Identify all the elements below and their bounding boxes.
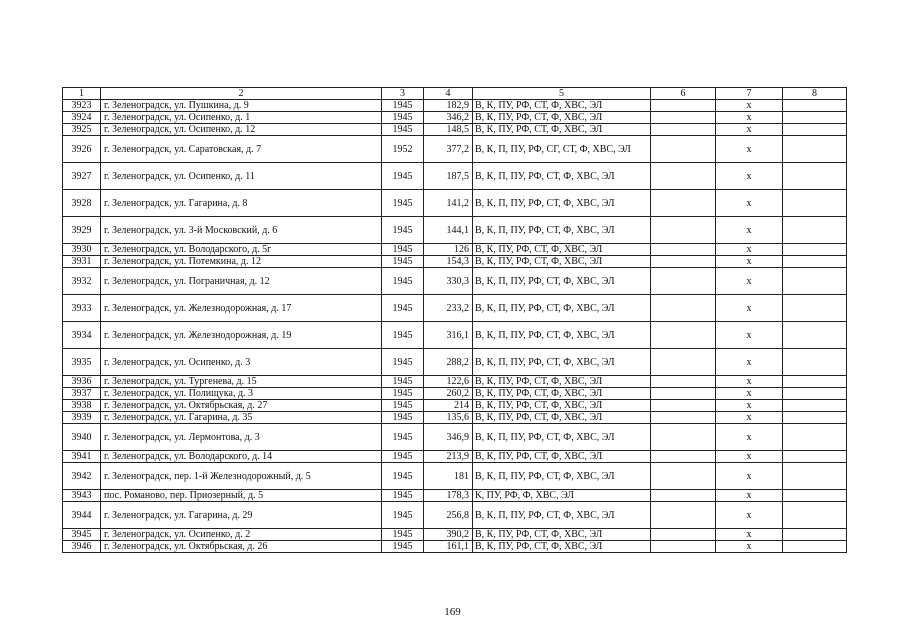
row-works: В, К, ПУ, РФ, СТ, Ф, ХВС, ЭЛ xyxy=(473,112,651,124)
row-col-6 xyxy=(651,163,716,190)
row-col-6 xyxy=(651,502,716,529)
row-col-8 xyxy=(783,136,847,163)
row-col-6 xyxy=(651,100,716,112)
row-col-6 xyxy=(651,244,716,256)
row-number: 3934 xyxy=(63,322,101,349)
row-col-7: x xyxy=(716,217,783,244)
row-col-7: x xyxy=(716,163,783,190)
row-address: г. Зеленоградск, ул. Железнодорожная, д. 17 xyxy=(101,295,382,322)
row-address: пос. Романово, пер. Приозерный, д. 5 xyxy=(101,490,382,502)
header-col-6: 6 xyxy=(651,88,716,100)
table-row xyxy=(63,502,847,529)
row-col-8 xyxy=(783,112,847,124)
row-year: 1945 xyxy=(382,541,424,553)
row-address: г. Зеленоградск, ул. Володарского, д. 14 xyxy=(101,451,382,463)
row-col-7: x xyxy=(716,268,783,295)
row-year: 1945 xyxy=(382,490,424,502)
row-works: В, К, П, ПУ, РФ, СГ, СТ, Ф, ХВС, ЭЛ xyxy=(473,136,651,163)
row-col-7: x xyxy=(716,388,783,400)
row-area: 233,2 xyxy=(424,295,473,322)
table-row xyxy=(63,190,847,217)
row-works: В, К, П, ПУ, РФ, СТ, Ф, ХВС, ЭЛ xyxy=(473,424,651,451)
row-year: 1945 xyxy=(382,124,424,136)
header-col-1: 1 xyxy=(63,88,101,100)
row-number: 3932 xyxy=(63,268,101,295)
row-works: В, К, ПУ, РФ, СТ, Ф, ХВС, ЭЛ xyxy=(473,400,651,412)
row-year: 1952 xyxy=(382,136,424,163)
row-col-8 xyxy=(783,163,847,190)
table-row xyxy=(63,349,847,376)
row-address: г. Зеленоградск, ул. Гагарина, д. 8 xyxy=(101,190,382,217)
row-year: 1945 xyxy=(382,424,424,451)
row-col-7: x xyxy=(716,256,783,268)
row-col-7: x xyxy=(716,490,783,502)
row-col-6 xyxy=(651,295,716,322)
row-col-8 xyxy=(783,463,847,490)
row-works: В, К, П, ПУ, РФ, СТ, Ф, ХВС, ЭЛ xyxy=(473,295,651,322)
row-area: 288,2 xyxy=(424,349,473,376)
row-col-7: x xyxy=(716,400,783,412)
row-col-7: x xyxy=(716,124,783,136)
row-col-6 xyxy=(651,424,716,451)
row-area: 316,1 xyxy=(424,322,473,349)
row-address: г. Зеленоградск, ул. Гагарина, д. 29 xyxy=(101,502,382,529)
row-col-8 xyxy=(783,376,847,388)
row-col-8 xyxy=(783,268,847,295)
row-year: 1945 xyxy=(382,256,424,268)
table-row xyxy=(63,463,847,490)
row-number: 3933 xyxy=(63,295,101,322)
row-address: г. Зеленоградск, ул. Октябрьская, д. 27 xyxy=(101,400,382,412)
row-works: В, К, ПУ, РФ, СТ, Ф, ХВС, ЭЛ xyxy=(473,256,651,268)
row-address: г. Зеленоградск, ул. Пушкина, д. 9 xyxy=(101,100,382,112)
column-number-row xyxy=(63,88,847,100)
row-number: 3941 xyxy=(63,451,101,463)
table-row xyxy=(63,112,847,124)
row-col-8 xyxy=(783,400,847,412)
row-col-6 xyxy=(651,112,716,124)
row-number: 3930 xyxy=(63,244,101,256)
row-col-6 xyxy=(651,190,716,217)
row-year: 1945 xyxy=(382,463,424,490)
row-number: 3923 xyxy=(63,100,101,112)
table-row xyxy=(63,451,847,463)
row-col-6 xyxy=(651,463,716,490)
row-col-6 xyxy=(651,349,716,376)
row-address: г. Зеленоградск, ул. Тургенева, д. 15 xyxy=(101,376,382,388)
row-number: 3931 xyxy=(63,256,101,268)
row-col-6 xyxy=(651,451,716,463)
row-col-8 xyxy=(783,529,847,541)
row-col-8 xyxy=(783,256,847,268)
row-col-8 xyxy=(783,541,847,553)
row-col-8 xyxy=(783,490,847,502)
header-col-8: 8 xyxy=(783,88,847,100)
row-area: 141,2 xyxy=(424,190,473,217)
table-row xyxy=(63,529,847,541)
row-area: 181 xyxy=(424,463,473,490)
row-number: 3928 xyxy=(63,190,101,217)
row-col-8 xyxy=(783,451,847,463)
row-year: 1945 xyxy=(382,376,424,388)
row-works: В, К, ПУ, РФ, СТ, Ф, ХВС, ЭЛ xyxy=(473,451,651,463)
table-row xyxy=(63,400,847,412)
row-address: г. Зеленоградск, ул. Лермонтова, д. 3 xyxy=(101,424,382,451)
row-number: 3936 xyxy=(63,376,101,388)
row-address: г. Зеленоградск, ул. Осипенко, д. 1 xyxy=(101,112,382,124)
row-col-6 xyxy=(651,136,716,163)
row-year: 1945 xyxy=(382,502,424,529)
row-col-7: x xyxy=(716,100,783,112)
row-works: В, К, ПУ, РФ, СТ, Ф, ХВС, ЭЛ xyxy=(473,124,651,136)
row-col-6 xyxy=(651,490,716,502)
row-address: г. Зеленоградск, ул. Осипенко, д. 11 xyxy=(101,163,382,190)
row-number: 3945 xyxy=(63,529,101,541)
row-year: 1945 xyxy=(382,412,424,424)
row-year: 1945 xyxy=(382,112,424,124)
header-col-3: 3 xyxy=(382,88,424,100)
row-number: 3937 xyxy=(63,388,101,400)
row-works: В, К, ПУ, РФ, СТ, Ф, ХВС, ЭЛ xyxy=(473,529,651,541)
row-col-6 xyxy=(651,322,716,349)
row-works: В, К, П, ПУ, РФ, СТ, Ф, ХВС, ЭЛ xyxy=(473,349,651,376)
table-row xyxy=(63,256,847,268)
row-year: 1945 xyxy=(382,163,424,190)
row-col-6 xyxy=(651,256,716,268)
register-table xyxy=(62,87,847,553)
table-row xyxy=(63,490,847,502)
row-col-8 xyxy=(783,412,847,424)
row-works: К, ПУ, РФ, Ф, ХВС, ЭЛ xyxy=(473,490,651,502)
row-address: г. Зеленоградск, ул. Железнодорожная, д. 19 xyxy=(101,322,382,349)
row-works: В, К, ПУ, РФ, СТ, Ф, ХВС, ЭЛ xyxy=(473,376,651,388)
row-col-8 xyxy=(783,217,847,244)
row-year: 1945 xyxy=(382,451,424,463)
row-works: В, К, ПУ, РФ, СТ, Ф, ХВС, ЭЛ xyxy=(473,244,651,256)
row-col-7: x xyxy=(716,136,783,163)
row-area: 126 xyxy=(424,244,473,256)
header-col-2: 2 xyxy=(101,88,382,100)
row-works: В, К, П, ПУ, РФ, СТ, Ф, ХВС, ЭЛ xyxy=(473,163,651,190)
table-row xyxy=(63,295,847,322)
row-col-7: x xyxy=(716,322,783,349)
table-row xyxy=(63,163,847,190)
row-number: 3925 xyxy=(63,124,101,136)
row-address: г. Зеленоградск, ул. Октябрьская, д. 26 xyxy=(101,541,382,553)
row-col-7: x xyxy=(716,349,783,376)
row-col-6 xyxy=(651,388,716,400)
row-col-8 xyxy=(783,502,847,529)
row-number: 3940 xyxy=(63,424,101,451)
row-address: г. Зеленоградск, ул. Саратовская, д. 7 xyxy=(101,136,382,163)
table-row xyxy=(63,136,847,163)
row-col-8 xyxy=(783,322,847,349)
row-area: 154,3 xyxy=(424,256,473,268)
row-number: 3944 xyxy=(63,502,101,529)
row-area: 330,3 xyxy=(424,268,473,295)
row-area: 346,9 xyxy=(424,424,473,451)
row-year: 1945 xyxy=(382,190,424,217)
row-area: 161,1 xyxy=(424,541,473,553)
table-row xyxy=(63,100,847,112)
row-area: 213,9 xyxy=(424,451,473,463)
row-area: 346,2 xyxy=(424,112,473,124)
row-address: г. Зеленоградск, ул. Полищука, д. 3 xyxy=(101,388,382,400)
row-col-7: x xyxy=(716,424,783,451)
row-works: В, К, П, ПУ, РФ, СТ, Ф, ХВС, ЭЛ xyxy=(473,190,651,217)
row-area: 256,8 xyxy=(424,502,473,529)
row-address: г. Зеленоградск, ул. Володарского, д. 5г xyxy=(101,244,382,256)
row-col-8 xyxy=(783,349,847,376)
row-year: 1945 xyxy=(382,217,424,244)
row-address: г. Зеленоградск, ул. Осипенко, д. 3 xyxy=(101,349,382,376)
row-area: 187,5 xyxy=(424,163,473,190)
row-address: г. Зеленоградск, ул. Потемкина, д. 12 xyxy=(101,256,382,268)
row-col-8 xyxy=(783,124,847,136)
row-col-7: x xyxy=(716,463,783,490)
row-col-6 xyxy=(651,412,716,424)
row-number: 3927 xyxy=(63,163,101,190)
table-row xyxy=(63,244,847,256)
row-year: 1945 xyxy=(382,529,424,541)
row-address: г. Зеленоградск, ул. Осипенко, д. 2 xyxy=(101,529,382,541)
row-col-8 xyxy=(783,424,847,451)
row-works: В, К, П, ПУ, РФ, СТ, Ф, ХВС, ЭЛ xyxy=(473,217,651,244)
row-col-7: x xyxy=(716,190,783,217)
table-body xyxy=(63,100,847,553)
row-area: 377,2 xyxy=(424,136,473,163)
row-works: В, К, ПУ, РФ, СТ, Ф, ХВС, ЭЛ xyxy=(473,541,651,553)
row-year: 1945 xyxy=(382,349,424,376)
row-col-7: x xyxy=(716,244,783,256)
row-number: 3938 xyxy=(63,400,101,412)
row-col-7: x xyxy=(716,376,783,388)
row-col-8 xyxy=(783,244,847,256)
row-works: В, К, П, ПУ, РФ, СТ, Ф, ХВС, ЭЛ xyxy=(473,502,651,529)
row-col-8 xyxy=(783,295,847,322)
row-number: 3943 xyxy=(63,490,101,502)
table-row xyxy=(63,412,847,424)
page-number: 169 xyxy=(444,606,461,618)
row-col-8 xyxy=(783,100,847,112)
row-col-7: x xyxy=(716,295,783,322)
row-col-6 xyxy=(651,268,716,295)
row-address: г. Зеленоградск, ул. Пограничная, д. 12 xyxy=(101,268,382,295)
table-row xyxy=(63,124,847,136)
row-works: В, К, ПУ, РФ, СТ, Ф, ХВС, ЭЛ xyxy=(473,388,651,400)
row-works: В, К, ПУ, РФ, СТ, Ф, ХВС, ЭЛ xyxy=(473,412,651,424)
table-row xyxy=(63,322,847,349)
row-col-8 xyxy=(783,190,847,217)
row-address: г. Зеленоградск, ул. Гагарина, д. 35 xyxy=(101,412,382,424)
row-works: В, К, П, ПУ, РФ, СТ, Ф, ХВС, ЭЛ xyxy=(473,268,651,295)
row-col-7: x xyxy=(716,112,783,124)
row-year: 1945 xyxy=(382,295,424,322)
row-address: г. Зеленоградск, ул. Осипенко, д. 12 xyxy=(101,124,382,136)
row-address: г. Зеленоградск, пер. 1-й Железнодорожный, д. 5 xyxy=(101,463,382,490)
table-row xyxy=(63,424,847,451)
row-col-6 xyxy=(651,400,716,412)
row-area: 122,6 xyxy=(424,376,473,388)
row-number: 3935 xyxy=(63,349,101,376)
row-number: 3942 xyxy=(63,463,101,490)
row-works: В, К, ПУ, РФ, СТ, Ф, ХВС, ЭЛ xyxy=(473,100,651,112)
header-col-7: 7 xyxy=(716,88,783,100)
row-col-6 xyxy=(651,541,716,553)
row-col-7: x xyxy=(716,451,783,463)
table-row xyxy=(63,388,847,400)
table-row xyxy=(63,376,847,388)
row-number: 3939 xyxy=(63,412,101,424)
row-area: 182,9 xyxy=(424,100,473,112)
row-year: 1945 xyxy=(382,400,424,412)
row-works: В, К, П, ПУ, РФ, СТ, Ф, ХВС, ЭЛ xyxy=(473,322,651,349)
row-number: 3946 xyxy=(63,541,101,553)
table-row xyxy=(63,217,847,244)
row-col-6 xyxy=(651,217,716,244)
row-area: 214 xyxy=(424,400,473,412)
header-col-4: 4 xyxy=(424,88,473,100)
row-works: В, К, П, ПУ, РФ, СТ, Ф, ХВС, ЭЛ xyxy=(473,463,651,490)
row-col-7: x xyxy=(716,502,783,529)
row-area: 260,2 xyxy=(424,388,473,400)
row-number: 3926 xyxy=(63,136,101,163)
table-row xyxy=(63,541,847,553)
row-year: 1945 xyxy=(382,322,424,349)
table-row xyxy=(63,268,847,295)
row-col-7: x xyxy=(716,412,783,424)
row-col-7: x xyxy=(716,529,783,541)
row-year: 1945 xyxy=(382,244,424,256)
row-col-6 xyxy=(651,124,716,136)
register-sheet xyxy=(62,87,847,553)
row-year: 1945 xyxy=(382,268,424,295)
row-col-6 xyxy=(651,529,716,541)
row-number: 3929 xyxy=(63,217,101,244)
row-area: 144,1 xyxy=(424,217,473,244)
row-area: 148,5 xyxy=(424,124,473,136)
row-area: 390,2 xyxy=(424,529,473,541)
row-year: 1945 xyxy=(382,100,424,112)
row-area: 178,3 xyxy=(424,490,473,502)
row-area: 135,6 xyxy=(424,412,473,424)
row-col-7: x xyxy=(716,541,783,553)
row-year: 1945 xyxy=(382,388,424,400)
header-col-5: 5 xyxy=(473,88,651,100)
row-address: г. Зеленоградск, ул. 3-й Московский, д. 6 xyxy=(101,217,382,244)
row-number: 3924 xyxy=(63,112,101,124)
row-col-6 xyxy=(651,376,716,388)
row-col-8 xyxy=(783,388,847,400)
